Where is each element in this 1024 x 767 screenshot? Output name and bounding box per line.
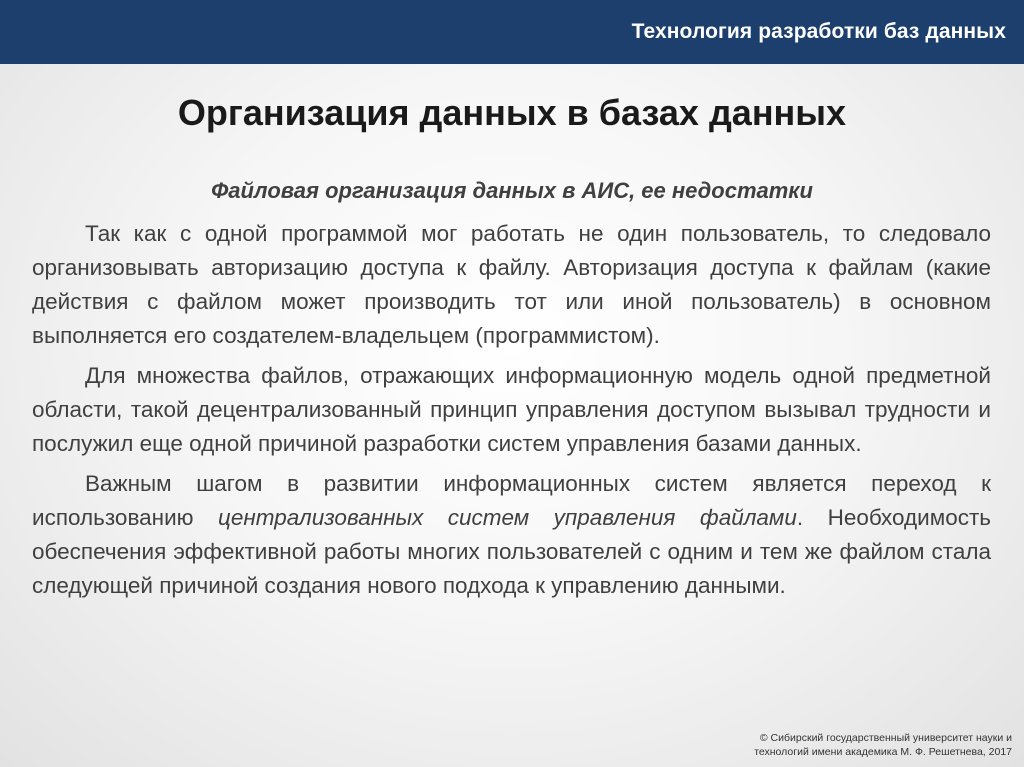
course-title: Технология разработки баз данных: [631, 20, 1006, 43]
paragraph-2: Для множества файлов, отражающих информационную модель одной предметной области, такой децентрализованный принцип управления доступом вызывал трудности и послужил еще одной причиной разработки систем управления базами данных.: [32, 363, 991, 456]
paragraph-3-emphasis: централизованных систем управления файлами: [218, 505, 797, 530]
slide-subtitle: Файловая организация данных в АИС, ее недостатки: [211, 178, 813, 203]
copyright-footer: [754, 731, 1012, 759]
header-bar: [0, 0, 1024, 64]
paragraph-3-part-2: . Необходимость обеспечения эффективной работы многих пользователей с одним и тем же файлом стала следующей причиной создания нового подхода к управлению данными.: [32, 505, 991, 598]
paragraph-3-part-1: Важным шагом в развитии информационных систем является переход к использованию: [32, 471, 991, 530]
slide-title: Организация данных в базах данных: [177, 92, 847, 133]
paragraph-1: Так как с одной программой мог работать не один пользователь, то следовало организовывать авторизацию доступа к файлу. Авторизация доступа к файлам (какие действия с файлом может производить тот или иной пользователь) в основном выполняется его создателем-владельцем (программистом).: [32, 221, 991, 348]
paragraph-3: [32, 467, 991, 603]
footer-line-1: © Сибирский государственный университет науки и: [759, 732, 1012, 744]
footer-line-2: технологий имени академика М. Ф. Решетнева, 2017: [754, 746, 1012, 758]
slide-body: [32, 217, 991, 609]
